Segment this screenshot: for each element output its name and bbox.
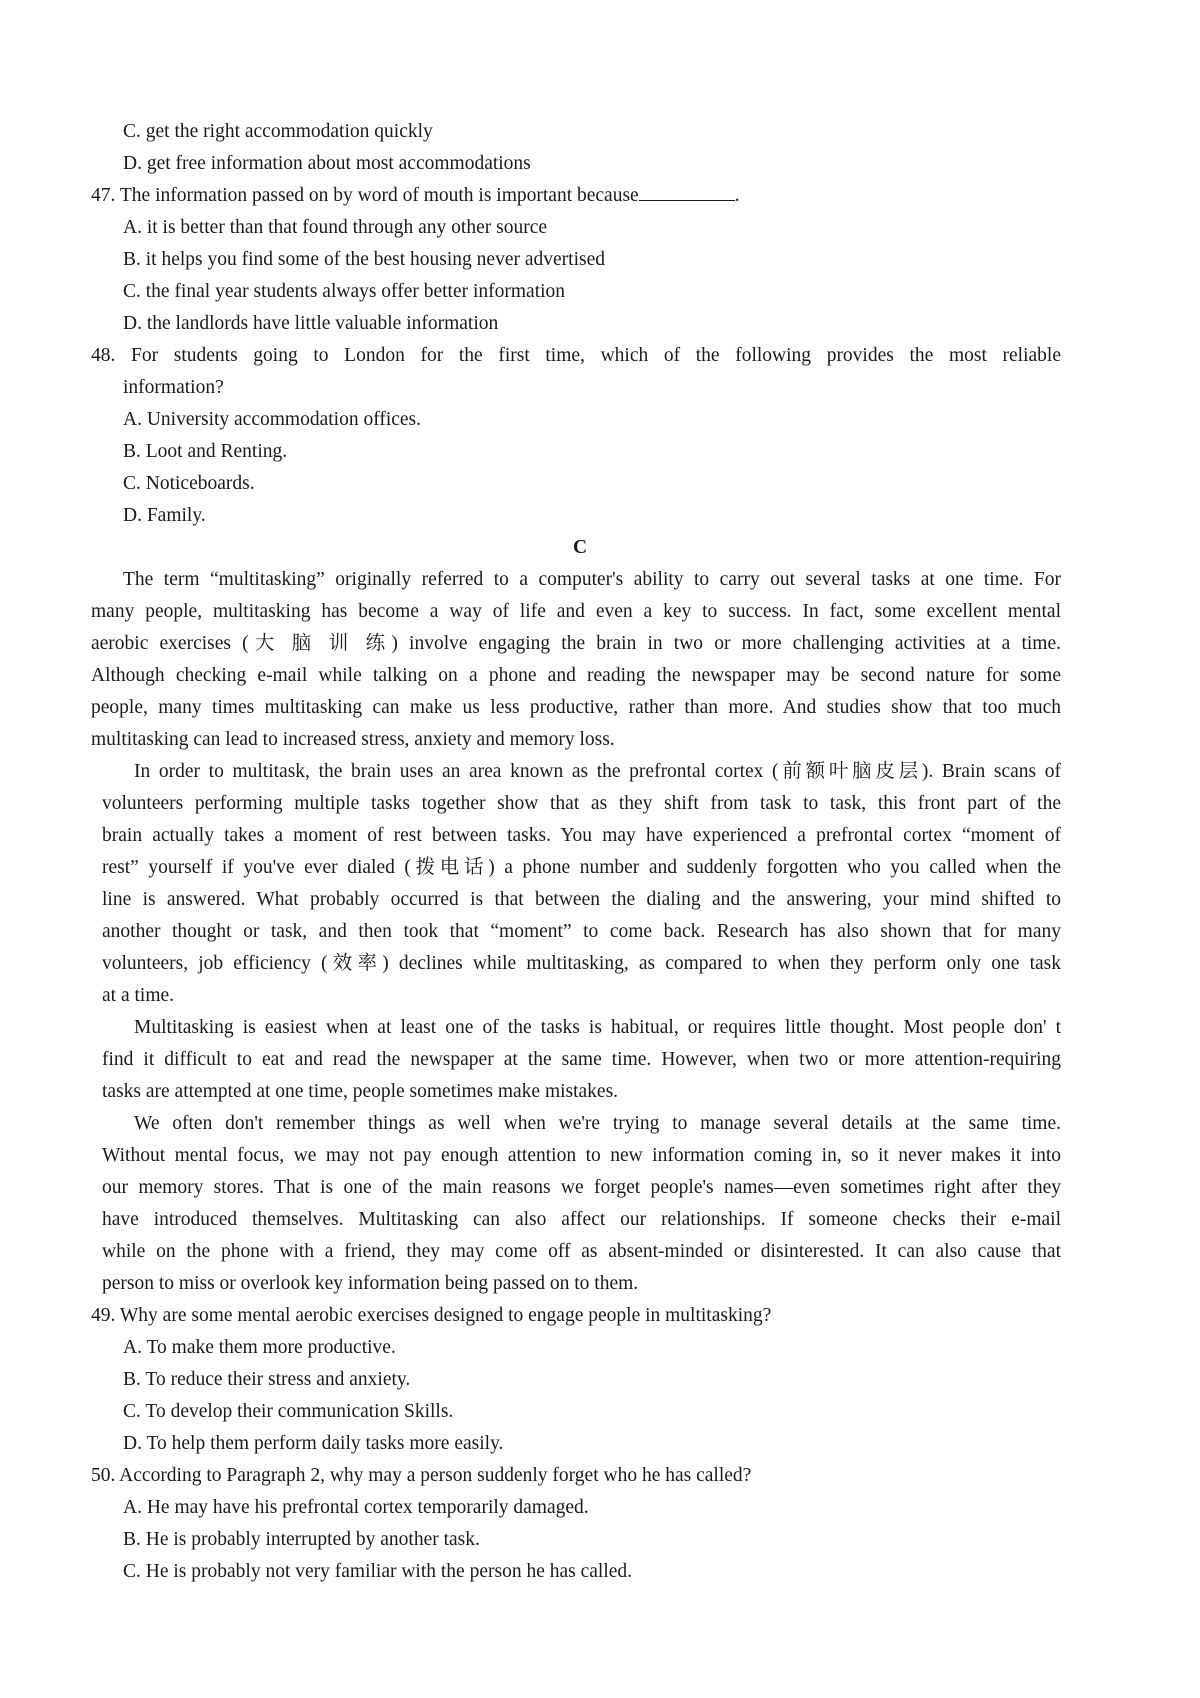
q47-stem-end: . <box>734 185 740 206</box>
passage-p4-line: We often don't remember things as well when we're trying to manage several details at the same time. <box>134 1113 1061 1134</box>
passage-p4-line: while on the phone with a friend, they may come off as absent-minded or disinterested. It can also cause that <box>102 1241 1061 1262</box>
passage-p3-line: Multitasking is easiest when at least one of the tasks is habitual, or requires little thought. Most people don' t <box>134 1017 1061 1038</box>
passage-p1-line: The term “multitasking” originally referred to a computer's ability to carry out several tasks at one time. For <box>123 569 1061 590</box>
q48-stem-line1: 48. For students going to London for the first time, which of the following provides the most reliable <box>91 345 1061 366</box>
passage-p1-line: many people, multitasking has become a way of life and even a key to success. In fact, some excellent mental <box>91 601 1061 622</box>
passage-p3-line: tasks are attempted at one time, people sometimes make mistakes. <box>102 1081 619 1102</box>
q50-option-a: A. He may have his prefrontal cortex temporarily damaged. <box>123 1497 589 1518</box>
passage-p2-line: at a time. <box>102 985 175 1006</box>
passage-p2-line: rest” yourself if you've ever dialed (拨电话) a phone number and suddenly forgotten who you called when the <box>102 857 1061 878</box>
q47-stem-text: 47. The information passed on by word of mouth is important because <box>91 185 639 206</box>
q49-option-d: D. To help them perform daily tasks more easily. <box>123 1433 504 1454</box>
passage-p1-line: people, many times multitasking can make us less productive, rather than more. And studies show that too much <box>91 697 1061 718</box>
passage-p2-line: In order to multitask, the brain uses an area known as the prefrontal cortex (前额叶脑皮层). Brain scans of <box>134 761 1061 782</box>
passage-p4-line: have introduced themselves. Multitasking can also affect our relationships. If someone checks their e-mail <box>102 1209 1061 1230</box>
q49-option-c: C. To develop their communication Skills. <box>123 1401 454 1422</box>
answer-blank <box>639 180 735 201</box>
passage-p2-line: volunteers performing multiple tasks together show that as they shift from task to task, this front part of the <box>102 793 1061 814</box>
q47-option-a: A. it is better than that found through any other source <box>123 217 548 238</box>
q49-option-a: A. To make them more productive. <box>123 1337 396 1358</box>
passage-p2-line: volunteers, job efficiency (效率) declines while multitasking, as compared to when they perform only one task <box>102 953 1061 974</box>
q49-stem: 49. Why are some mental aerobic exercises designed to engage people in multitasking? <box>91 1305 772 1326</box>
q50-stem: 50. According to Paragraph 2, why may a person suddenly forget who he has called? <box>91 1465 752 1486</box>
q47-stem <box>91 180 740 212</box>
passage-p1-line: Although checking e-mail while talking on a phone and reading the newspaper may be second nature for some <box>91 665 1061 686</box>
q50-option-c: C. He is probably not very familiar with the person he has called. <box>123 1561 633 1582</box>
section-title: C <box>572 537 588 558</box>
q48-stem-line2: information? <box>123 377 224 398</box>
q50-option-b: B. He is probably interrupted by another task. <box>123 1529 480 1550</box>
q48-option-b: B. Loot and Renting. <box>123 441 288 462</box>
passage-p4-line: Without mental focus, we may not pay enough attention to new information coming in, so it never makes it into <box>102 1145 1061 1166</box>
q47-option-c: C. the final year students always offer better information <box>123 281 566 302</box>
q49-option-b: B. To reduce their stress and anxiety. <box>123 1369 411 1390</box>
q48-option-d: D. Family. <box>123 505 206 526</box>
q47-option-b: B. it helps you find some of the best housing never advertised <box>123 249 605 270</box>
passage-p3-line: find it difficult to eat and read the newspaper at the same time. However, when two or more attention-requiring <box>102 1049 1061 1070</box>
q47-option-d: D. the landlords have little valuable information <box>123 313 499 334</box>
passage-p4-line: person to miss or overlook key information being passed on to them. <box>102 1273 639 1294</box>
q46-option-c: C. get the right accommodation quickly <box>123 121 433 142</box>
passage-p2-line: brain actually takes a moment of rest between tasks. You may have experienced a prefrontal cortex “moment of <box>102 825 1061 846</box>
q48-option-a: A. University accommodation offices. <box>123 409 422 430</box>
passage-p1-line: aerobic exercises (大 脑 训 练) involve engaging the brain in two or more challenging activities at a time. <box>91 633 1061 654</box>
passage-p2-line: another thought or task, and then took that “moment” to come back. Research has also shown that for many <box>102 921 1061 942</box>
passage-p4-line: our memory stores. That is one of the main reasons we forget people's names—even sometimes right after they <box>102 1177 1061 1198</box>
passage-p1-line: multitasking can lead to increased stress, anxiety and memory loss. <box>91 729 615 750</box>
q48-option-c: C. Noticeboards. <box>123 473 255 494</box>
q46-option-d: D. get free information about most accommodations <box>123 153 531 174</box>
passage-p2-line: line is answered. What probably occurred is that between the dialing and the answering, your mind shifted to <box>102 889 1061 910</box>
